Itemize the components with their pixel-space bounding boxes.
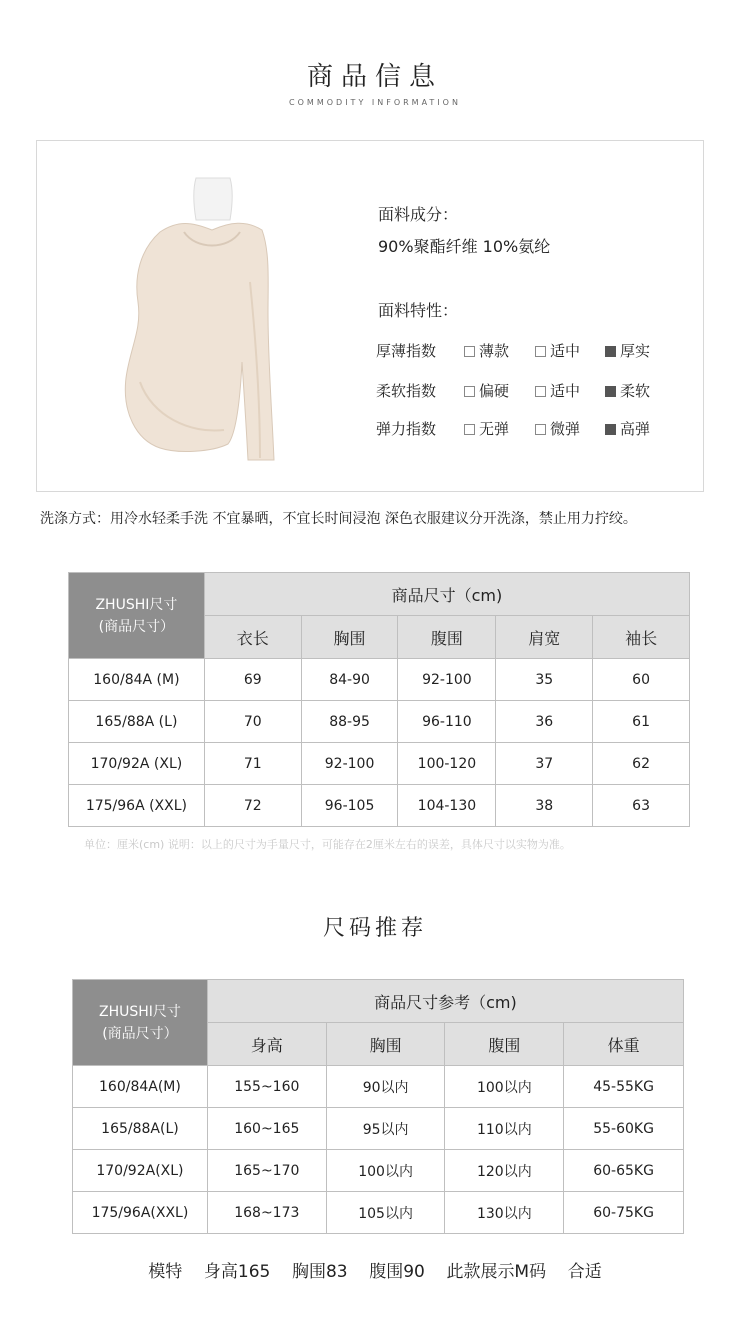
table-cell: 71 <box>204 743 301 785</box>
table-header-row <box>73 980 684 1023</box>
table-cell: 69 <box>204 659 301 701</box>
feature-name: 弹力指数 <box>376 420 437 438</box>
table-cell: 120以内 <box>445 1150 564 1192</box>
fabric-composition-label: 面料成分： <box>378 205 459 224</box>
table-cell: 92-100 <box>398 659 496 701</box>
feature-option-selected: 厚实 <box>605 340 650 361</box>
table-cell: 175/96A(XXL) <box>73 1192 208 1234</box>
checkbox-icon <box>535 386 546 397</box>
checkbox-icon <box>535 346 546 357</box>
feature-option: 适中 <box>535 380 580 401</box>
column-header: 胸围 <box>301 616 398 659</box>
section-subtitle: COMMODITY INFORMATION <box>289 98 461 107</box>
table-cell: 170/92A(XL) <box>73 1150 208 1192</box>
table-cell: 165/88A (L) <box>69 701 205 743</box>
feature-option: 薄款 <box>464 340 509 361</box>
table-header-row <box>69 573 690 616</box>
column-header: 腹围 <box>398 616 496 659</box>
checkbox-icon <box>464 346 475 357</box>
column-header: 身高 <box>207 1023 326 1066</box>
table-cell: 88-95 <box>301 701 398 743</box>
table-cell: 62 <box>593 743 690 785</box>
feature-name: 厚薄指数 <box>376 342 437 360</box>
table-cell: 72 <box>204 785 301 827</box>
table-cell: 160~165 <box>207 1108 326 1150</box>
table-cell: 155~160 <box>207 1066 326 1108</box>
table-cell: 95以内 <box>326 1108 445 1150</box>
table-cell: 55-60KG <box>564 1108 684 1150</box>
column-header: 衣长 <box>204 616 301 659</box>
table-cell: 60-75KG <box>564 1192 684 1234</box>
checkbox-icon <box>464 386 475 397</box>
table-row <box>73 1150 684 1192</box>
table-cell: 37 <box>496 743 593 785</box>
table-cell: 168~173 <box>207 1192 326 1234</box>
mannequin-neck <box>194 178 233 220</box>
table-cell: 38 <box>496 785 593 827</box>
size-table <box>68 572 690 827</box>
table-cell: 63 <box>593 785 690 827</box>
table-cell: 45-55KG <box>564 1066 684 1108</box>
section-title: 商品信息 <box>306 62 443 92</box>
feature-name: 柔软指数 <box>376 382 437 400</box>
checkbox-icon <box>464 424 475 435</box>
table-cell: 104-130 <box>398 785 496 827</box>
table-cell: 165~170 <box>207 1150 326 1192</box>
table-cell: 165/88A(L) <box>73 1108 208 1150</box>
table-cell: 175/96A (XXL) <box>69 785 205 827</box>
column-header: 肩宽 <box>496 616 593 659</box>
table-row <box>69 785 690 827</box>
table-cell: 100以内 <box>445 1066 564 1108</box>
wash-instructions: 洗涤方式：用冷水轻柔手洗 不宜暴晒，不宜长时间浸泡 深色衣服建议分开洗涤，禁止用力拧绞。 <box>40 511 637 527</box>
column-header: 体重 <box>564 1023 684 1066</box>
table-row <box>73 1192 684 1234</box>
feature-option: 微弹 <box>535 418 580 439</box>
table-cell: 100-120 <box>398 743 496 785</box>
feature-option-selected: 高弹 <box>605 418 650 439</box>
table-group-header: 商品尺寸（cm) <box>204 573 689 616</box>
table-cell: 92-100 <box>301 743 398 785</box>
checkbox-checked-icon <box>605 424 616 435</box>
table-row <box>73 1066 684 1108</box>
fabric-composition-value: 90%聚酯纤维 10%氨纶 <box>378 237 551 256</box>
table-cell: 160/84A(M) <box>73 1066 208 1108</box>
table-cell: 70 <box>204 701 301 743</box>
table-row <box>73 1108 684 1150</box>
table-cell: 60-65KG <box>564 1150 684 1192</box>
table-cell: 160/84A (M) <box>69 659 205 701</box>
checkbox-icon <box>535 424 546 435</box>
recommend-title: 尺码推荐 <box>322 916 427 941</box>
table-cell: 60 <box>593 659 690 701</box>
table-cell: 100以内 <box>326 1150 445 1192</box>
table-cell: 110以内 <box>445 1108 564 1150</box>
feature-option: 无弹 <box>464 418 509 439</box>
table-cell: 84-90 <box>301 659 398 701</box>
feature-option-selected: 柔软 <box>605 380 650 401</box>
table-cell: 90以内 <box>326 1066 445 1108</box>
model-info: 模特 身高165 胸围83 腹围90 此款展示M码 合适 <box>148 1262 602 1282</box>
table-cell: 36 <box>496 701 593 743</box>
column-header: 腹围 <box>445 1023 564 1066</box>
table-row <box>69 743 690 785</box>
table-cell: 105以内 <box>326 1192 445 1234</box>
table-row <box>69 701 690 743</box>
table-cell: 130以内 <box>445 1192 564 1234</box>
table-group-header: 商品尺寸参考（cm) <box>207 980 683 1023</box>
fabric-features-label: 面料特性： <box>378 301 459 320</box>
maternity-top <box>125 223 274 460</box>
product-image <box>100 172 300 472</box>
checkbox-checked-icon <box>605 386 616 397</box>
checkbox-checked-icon <box>605 346 616 357</box>
table-cell: 35 <box>496 659 593 701</box>
table-cell: 170/92A (XL) <box>69 743 205 785</box>
table-corner-cell: ZHUSHI尺寸 (商品尺寸） <box>69 573 205 659</box>
feature-option: 适中 <box>535 340 580 361</box>
table-cell: 96-110 <box>398 701 496 743</box>
table-cell: 61 <box>593 701 690 743</box>
column-header: 胸围 <box>326 1023 445 1066</box>
table-cell: 96-105 <box>301 785 398 827</box>
table-row <box>69 659 690 701</box>
size-recommend-table <box>72 979 684 1234</box>
column-header: 袖长 <box>593 616 690 659</box>
table-corner-cell: ZHUSHI尺寸 (商品尺寸） <box>73 980 208 1066</box>
measurement-note: 单位：厘米(cm) 说明：以上的尺寸为手量尺寸，可能存在2厘米左右的误差，具体尺寸以实物为准。 <box>84 838 571 851</box>
feature-option: 偏硬 <box>464 380 509 401</box>
